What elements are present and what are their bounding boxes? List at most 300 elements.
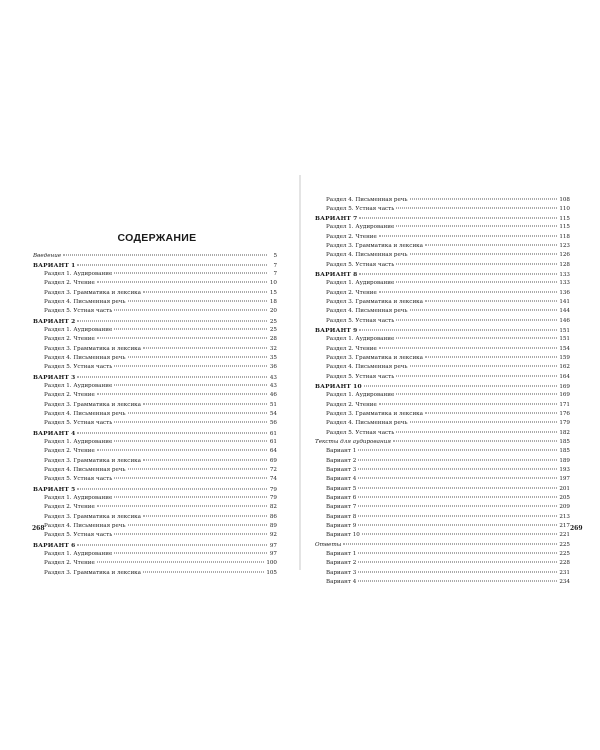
toc-entry-title: Раздел 4. Письменная речь (326, 196, 408, 203)
toc-entry-page: 133 (559, 280, 570, 287)
dot-leader (77, 432, 267, 433)
toc-entry (33, 541, 277, 550)
toc-entry (315, 335, 570, 344)
toc-entry-page: 92 (269, 532, 277, 539)
toc-entry (33, 438, 277, 447)
dot-leader (396, 319, 557, 320)
toc-entry-title: Раздел 4. Письменная речь (44, 411, 126, 418)
toc-entry-title: ВАРИАНТ 3 (33, 373, 76, 381)
toc-entry (315, 410, 570, 419)
toc-entry-page: 20 (269, 308, 277, 315)
dot-leader (358, 571, 557, 572)
toc-entry-page: 151 (559, 328, 570, 335)
toc-entry-title: Раздел 3. Грамматика и лексика (44, 513, 141, 520)
toc-entry-page: 185 (559, 439, 570, 446)
toc-entry-title: Раздел 4. Письменная речь (326, 252, 408, 259)
dot-leader (359, 218, 557, 219)
toc-entry (33, 335, 277, 344)
toc-entry-title: Раздел 5. Устная часть (44, 420, 113, 427)
toc-entry-page: 123 (559, 243, 570, 250)
toc-entry (315, 363, 570, 372)
toc-entry (315, 242, 570, 251)
toc-entry-title: Раздел 3. Грамматика и лексика (326, 411, 423, 418)
toc-entry-title: Раздел 1. Аудирование (44, 327, 113, 334)
dot-leader (396, 338, 557, 339)
toc-entry-title: Раздел 1. Аудирование (44, 551, 113, 557)
toc-entry (315, 550, 570, 559)
toc-entry-page: 46 (269, 392, 277, 399)
toc-entry-title: Вариант 4 (326, 578, 357, 585)
toc-entry-title: Вариант 1 (326, 550, 357, 557)
toc-entry (315, 475, 570, 484)
toc-entry-title: Раздел 1. Аудирование (326, 280, 395, 287)
dot-leader (77, 544, 267, 545)
toc-entry (33, 569, 277, 578)
toc-entry-title: ВАРИАНТ 6 (33, 541, 76, 549)
toc-entry (33, 513, 277, 522)
toc-entry (33, 307, 277, 316)
toc-entry (315, 270, 570, 279)
toc-entry (315, 354, 570, 363)
toc-entry (315, 214, 570, 223)
toc-entry-title: Раздел 3. Грамматика и лексика (44, 289, 141, 296)
toc-entry-page: 64 (269, 448, 277, 455)
toc-entry-page: 51 (269, 401, 277, 408)
toc-list-left (33, 252, 277, 578)
dot-leader (343, 543, 557, 544)
right-page (300, 0, 600, 750)
dot-leader (143, 403, 267, 404)
toc-entry-title: Раздел 2. Чтение (326, 401, 377, 408)
toc-entry-title: Раздел 3. Грамматика и лексика (326, 355, 423, 362)
dot-leader (358, 562, 557, 563)
toc-entry (315, 391, 570, 400)
toc-entry (315, 326, 570, 335)
toc-entry-title: Раздел 3. Грамматика и лексика (44, 345, 141, 352)
toc-entry (33, 410, 277, 419)
toc-entry (315, 438, 570, 447)
toc-entry (33, 345, 277, 354)
toc-entry (33, 317, 277, 326)
toc-entry (315, 429, 570, 438)
toc-entry-title: Раздел 1. Аудирование (326, 392, 395, 399)
toc-entry (315, 466, 570, 475)
toc-entry-page: 146 (559, 317, 570, 324)
toc-entry-title: Раздел 4. Письменная речь (44, 299, 126, 306)
dot-leader (114, 385, 267, 386)
toc-entry-page: 5 (273, 252, 277, 259)
toc-entry-page: 209 (559, 504, 570, 511)
toc-entry (315, 457, 570, 466)
toc-entry (315, 233, 570, 242)
toc-entry-page: 228 (559, 560, 570, 567)
toc-entry-page: 225 (559, 541, 570, 548)
dot-leader (362, 534, 558, 535)
toc-entry-page: 118 (559, 233, 570, 240)
toc-entry-title: Ответы (315, 541, 342, 548)
toc-entry-page: 197 (559, 476, 570, 483)
toc-entry-title: Вариант 9 (326, 522, 357, 529)
toc-entry-title: Вариант 2 (326, 560, 357, 567)
toc-entry-page: 97 (269, 542, 277, 549)
toc-entry (33, 289, 277, 298)
toc-entry-page: 61 (269, 439, 277, 446)
toc-entry-title: Раздел 4. Письменная речь (44, 467, 126, 474)
dot-leader (143, 571, 264, 572)
toc-entry (315, 382, 570, 391)
dot-leader (358, 478, 557, 479)
toc-entry-title: Раздел 2. Чтение (326, 289, 377, 296)
dot-leader (77, 264, 267, 265)
toc-entry-page: 141 (559, 299, 570, 306)
dot-leader (358, 524, 557, 525)
dot-leader (358, 487, 557, 488)
toc-entry-page: 189 (559, 457, 570, 464)
toc-entry-page: 169 (559, 384, 570, 391)
toc-entry-page: 108 (559, 196, 570, 203)
dot-leader (359, 330, 557, 331)
dot-leader (358, 515, 557, 516)
toc-entry (33, 559, 277, 568)
toc-entry (33, 522, 277, 531)
dot-leader (410, 310, 558, 311)
dot-leader (114, 310, 267, 311)
toc-entry-page: 32 (269, 345, 277, 352)
toc-entry-title: Раздел 2. Чтение (44, 448, 95, 455)
toc-entry (315, 261, 570, 270)
toc-entry-page: 56 (269, 420, 277, 427)
toc-entry-page: 69 (269, 457, 277, 464)
toc-entry-page: 179 (559, 420, 570, 427)
dot-leader (97, 394, 267, 395)
toc-entry-page: 35 (269, 355, 277, 362)
toc-entry-title: Раздел 4. Письменная речь (326, 308, 408, 315)
dot-leader (379, 291, 557, 292)
dot-leader (425, 357, 557, 358)
toc-entry (315, 251, 570, 260)
toc-entry-title: Раздел 2. Чтение (44, 504, 95, 511)
toc-entry-title: ВАРИАНТ 2 (33, 317, 76, 325)
toc-entry-title: Вариант 4 (326, 476, 357, 483)
toc-entry-title: ВАРИАНТ 4 (33, 429, 76, 437)
dot-leader (77, 320, 267, 321)
toc-entry-title: ВАРИАНТ 8 (315, 271, 358, 279)
toc-entry-page: 15 (269, 289, 277, 296)
toc-entry-title: Введение (33, 252, 62, 259)
toc-entry-page: 193 (559, 467, 570, 474)
toc-entry (315, 223, 570, 232)
dot-leader (379, 403, 557, 404)
toc-entry (315, 401, 570, 410)
toc-entry-page: 82 (269, 504, 277, 511)
toc-entry-page: 213 (559, 513, 570, 520)
dot-leader (396, 375, 557, 376)
dot-leader (396, 226, 557, 227)
toc-entry (33, 401, 277, 410)
toc-entry-page: 43 (269, 383, 277, 390)
dot-leader (379, 347, 557, 348)
toc-entry (33, 531, 277, 540)
toc-entry-title: Вариант 2 (326, 457, 357, 464)
toc-entry-page: 217 (559, 522, 570, 529)
dot-leader (128, 301, 267, 302)
toc-title: СОДЕРЖАНИЕ (117, 232, 197, 244)
toc-entry (33, 475, 277, 484)
toc-entry (315, 559, 570, 568)
toc-entry-page: 10 (269, 280, 277, 287)
page-number-right: 269 (570, 525, 583, 532)
dot-leader (63, 254, 267, 255)
toc-entry (33, 466, 277, 475)
toc-entry-title: ВАРИАНТ 9 (315, 327, 358, 335)
toc-entry-page: 74 (269, 476, 277, 483)
toc-entry-page: 25 (269, 318, 277, 325)
toc-entry-title: Раздел 1. Аудирование (44, 495, 113, 502)
toc-entry-title: Тексты для аудирования (315, 439, 391, 446)
toc-entry-page: 164 (559, 373, 570, 380)
toc-entry-page: 185 (559, 448, 570, 455)
toc-entry (315, 317, 570, 326)
toc-entry-title: Раздел 3. Грамматика и лексика (326, 243, 423, 250)
toc-entry (33, 298, 277, 307)
dot-leader (358, 580, 557, 581)
toc-entry (33, 457, 277, 466)
toc-entry-title: Раздел 4. Письменная речь (326, 420, 408, 427)
toc-entry-page: 154 (559, 345, 570, 352)
toc-entry-title: Раздел 5. Устная часть (326, 429, 395, 436)
toc-entry-title: Раздел 4. Письменная речь (44, 355, 126, 362)
toc-entry-page: 105 (266, 569, 277, 576)
toc-entry-title: Вариант 8 (326, 513, 357, 520)
dot-leader (128, 525, 267, 526)
toc-entry-page: 110 (559, 205, 570, 212)
dot-leader (396, 431, 557, 432)
toc-entry-page: 36 (269, 364, 277, 371)
toc-entry-title: Раздел 2. Чтение (326, 233, 377, 240)
toc-entry (33, 279, 277, 288)
dot-leader (358, 497, 557, 498)
toc-entry-page: 171 (559, 401, 570, 408)
toc-entry-page: 205 (559, 495, 570, 501)
dot-leader (396, 207, 557, 208)
toc-entry-page: 79 (269, 495, 277, 502)
toc-entry-title: Раздел 5. Устная часть (44, 364, 113, 371)
toc-entry-page: 61 (269, 430, 277, 437)
toc-entry-title: Раздел 1. Аудирование (44, 383, 113, 390)
toc-entry (33, 550, 277, 559)
toc-entry-page: 7 (273, 262, 277, 269)
dot-leader (410, 422, 558, 423)
dot-leader (143, 515, 267, 516)
toc-entry (315, 307, 570, 316)
toc-entry (33, 494, 277, 503)
dot-leader (128, 469, 267, 470)
toc-entry-page: 225 (559, 550, 570, 557)
toc-entry-page: 133 (559, 272, 570, 279)
toc-entry-title: Вариант 10 (326, 532, 360, 539)
toc-entry (33, 382, 277, 391)
dot-leader (393, 441, 557, 442)
toc-entry (33, 261, 277, 270)
dot-leader (410, 254, 558, 255)
toc-list-right (315, 196, 570, 588)
toc-entry (33, 391, 277, 400)
toc-entry-page: 43 (269, 374, 277, 381)
toc-entry-page: 201 (559, 485, 570, 492)
toc-entry-title: Вариант 6 (326, 495, 357, 501)
toc-entry-page: 7 (273, 271, 277, 278)
toc-entry (315, 205, 570, 214)
toc-entry (33, 503, 277, 512)
toc-entry-title: Раздел 3. Грамматика и лексика (44, 457, 141, 464)
toc-entry-title: Раздел 5. Устная часть (326, 261, 395, 268)
toc-entry-title: Вариант 5 (326, 485, 357, 492)
dot-leader (97, 282, 267, 283)
toc-entry-page: 54 (269, 411, 277, 418)
toc-entry (33, 419, 277, 428)
dot-leader (358, 450, 557, 451)
toc-entry-page: 234 (559, 578, 570, 585)
toc-entry-title: Раздел 1. Аудирование (44, 271, 113, 278)
toc-entry (315, 289, 570, 298)
toc-entry-page: 25 (269, 327, 277, 334)
toc-entry-title: Раздел 2. Чтение (44, 280, 95, 287)
dot-leader (143, 459, 267, 460)
dot-leader (77, 376, 267, 377)
toc-entry (33, 270, 277, 279)
toc-entry (315, 513, 570, 522)
dot-leader (425, 301, 557, 302)
toc-entry (33, 363, 277, 372)
dot-leader (396, 282, 557, 283)
toc-entry-title: Раздел 5. Устная часть (326, 373, 395, 380)
toc-entry-title: ВАРИАНТ 7 (315, 215, 358, 223)
dot-leader (114, 329, 267, 330)
toc-entry-title: Раздел 4. Письменная речь (326, 364, 408, 371)
toc-entry (33, 252, 277, 261)
toc-entry-title: Раздел 5. Устная часть (326, 317, 395, 324)
toc-entry-page: 126 (559, 252, 570, 259)
dot-leader (358, 506, 557, 507)
toc-entry-title: ВАРИАНТ 5 (33, 485, 76, 493)
toc-entry (33, 485, 277, 494)
toc-entry-page: 162 (559, 364, 570, 371)
dot-leader (396, 263, 557, 264)
toc-entry-title: Раздел 2. Чтение (44, 392, 95, 399)
toc-entry (315, 494, 570, 503)
toc-entry-title: Вариант 7 (326, 504, 357, 511)
toc-entry (315, 569, 570, 578)
toc-entry-title: Раздел 2. Чтение (44, 336, 95, 343)
dot-leader (114, 478, 267, 479)
dot-leader (114, 441, 267, 442)
toc-entry-title: Вариант 3 (326, 569, 357, 576)
toc-entry-page: 128 (559, 261, 570, 268)
toc-entry (33, 429, 277, 438)
toc-entry-page: 79 (269, 486, 277, 493)
dot-leader (358, 552, 557, 553)
toc-entry (315, 531, 570, 540)
dot-leader (128, 357, 267, 358)
toc-entry-title: Раздел 4. Письменная речь (44, 523, 126, 530)
dot-leader (114, 553, 267, 554)
dot-leader (358, 469, 557, 470)
toc-entry-page: 115 (559, 216, 570, 223)
dot-leader (114, 273, 267, 274)
dot-leader (396, 394, 557, 395)
dot-leader (114, 366, 267, 367)
dot-leader (114, 534, 267, 535)
toc-entry-page: 97 (269, 551, 277, 557)
dot-leader (410, 198, 558, 199)
toc-entry (315, 419, 570, 428)
toc-entry-page: 28 (269, 336, 277, 343)
toc-entry-title: Раздел 5. Устная часть (44, 532, 113, 539)
dot-leader (358, 459, 557, 460)
toc-entry-title: Раздел 5. Устная часть (44, 308, 113, 315)
dot-leader (114, 497, 267, 498)
toc-entry-title: Раздел 2. Чтение (326, 345, 377, 352)
toc-entry-title: Вариант 1 (326, 448, 357, 455)
dot-leader (425, 245, 557, 246)
toc-entry (315, 447, 570, 456)
toc-entry-page: 176 (559, 411, 570, 418)
toc-entry (315, 298, 570, 307)
toc-entry-title: Раздел 3. Грамматика и лексика (44, 569, 141, 576)
toc-entry-page: 115 (559, 224, 570, 231)
toc-entry (315, 373, 570, 382)
dot-leader (359, 274, 557, 275)
toc-entry (315, 541, 570, 550)
toc-entry-page: 18 (269, 299, 277, 306)
toc-entry-title: ВАРИАНТ 1 (33, 261, 76, 269)
toc-entry (315, 485, 570, 494)
toc-entry-page: 72 (269, 467, 277, 474)
toc-entry-page: 231 (559, 569, 570, 576)
toc-entry (33, 326, 277, 335)
toc-entry (315, 279, 570, 288)
toc-entry (33, 447, 277, 456)
dot-leader (425, 413, 557, 414)
toc-entry-page: 151 (559, 336, 570, 343)
toc-entry-title: Раздел 5. Устная часть (44, 476, 113, 483)
toc-entry-page: 86 (269, 513, 277, 520)
toc-entry (33, 354, 277, 363)
toc-entry-title: Раздел 3. Грамматика и лексика (326, 299, 423, 306)
toc-entry (315, 503, 570, 512)
toc-entry-page: 169 (559, 392, 570, 399)
dot-leader (97, 338, 267, 339)
toc-entry (315, 578, 570, 587)
page-number-left: 268 (32, 525, 45, 532)
toc-entry-page: 100 (266, 560, 277, 567)
dot-leader (364, 386, 558, 387)
toc-entry-page: 159 (559, 355, 570, 362)
toc-entry-title: Раздел 1. Аудирование (326, 336, 395, 343)
toc-entry (315, 345, 570, 354)
toc-entry-page: 89 (269, 523, 277, 530)
toc-entry-title: Раздел 1. Аудирование (44, 439, 113, 446)
dot-leader (128, 413, 267, 414)
toc-entry-page: 221 (559, 532, 570, 539)
toc-entry-title: Раздел 1. Аудирование (326, 224, 395, 231)
toc-entry-title: Раздел 3. Грамматика и лексика (44, 401, 141, 408)
toc-entry-title: Вариант 3 (326, 467, 357, 474)
dot-leader (379, 235, 557, 236)
dot-leader (97, 562, 264, 563)
dot-leader (97, 450, 267, 451)
toc-entry-title: ВАРИАНТ 10 (315, 383, 362, 391)
